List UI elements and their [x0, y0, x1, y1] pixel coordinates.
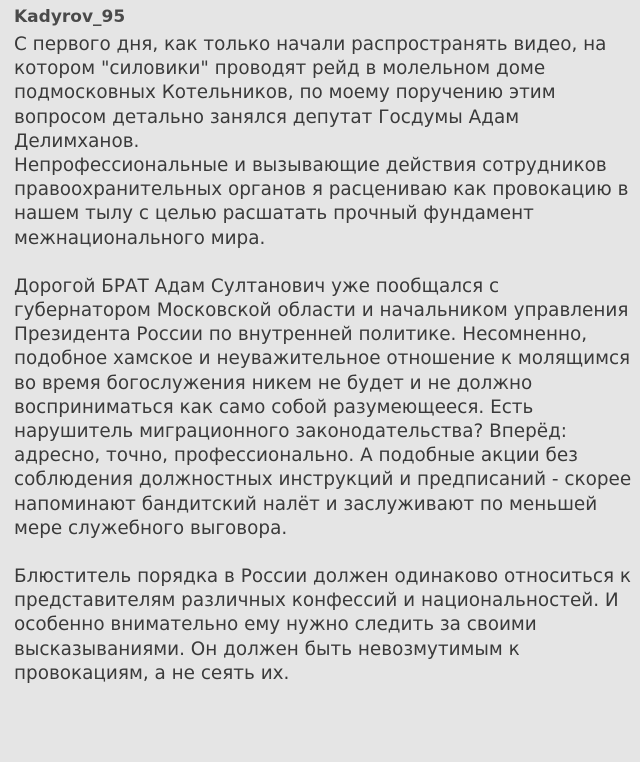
- paragraph-line: С первого дня, как только начали распространять видео, на: [14, 34, 607, 55]
- paragraph-line: Президента России по внутренней политике. Несомненно,: [14, 324, 588, 346]
- paragraph-line: губернатором Московской области и начальником управления: [14, 300, 629, 322]
- paragraph-line: нарушитель миграционного законодательства? Вперёд:: [14, 421, 567, 443]
- post-body: [14, 33, 632, 686]
- paragraph-line: подмосковных Котельников, по моему поручению этим: [14, 82, 556, 104]
- paragraph-line: мере служебного выговора.: [14, 517, 288, 539]
- paragraph-line: во время богослужения никем не будет и не должно: [14, 372, 533, 394]
- paragraph-line: нашем тылу с целью расшатать прочный фундамент: [14, 203, 534, 225]
- paragraph-line: провокациям, а не сеять их.: [14, 662, 290, 684]
- paragraph-line: межнационального мира.: [14, 227, 266, 249]
- paragraph-line: Непрофессиональные и вызывающие действия сотрудников: [14, 155, 607, 177]
- paragraph-line: правоохранительных органов я расцениваю как провокацию в: [14, 179, 629, 201]
- paragraph-line: особенно внимательно ему нужно следить за своими: [14, 614, 537, 636]
- paragraph-line: восприниматься как само собой разумеющееся. Есть: [14, 396, 534, 418]
- paragraph-line: Делимханов.: [14, 130, 140, 152]
- post-paragraph: [14, 565, 632, 686]
- paragraph-line: Блюститель порядка в России должен одинаково относиться к: [14, 566, 632, 588]
- post-paragraph: [14, 33, 629, 251]
- paragraph-line: представителям различных конфессий и национальностей. И: [14, 590, 619, 612]
- paragraph-line: адресно, точно, профессионально. А подобные акции без: [14, 445, 578, 467]
- post-author[interactable]: Kadyrov_95: [14, 7, 126, 27]
- paragraph-line: вопросом детально занялся депутат Госдумы Адам: [14, 106, 520, 128]
- paragraph-line: напоминают бандитский налёт и заслуживают по меньшей: [14, 493, 598, 515]
- paragraph-line: соблюдения должностных инструкций и предписаний - скорее: [14, 469, 632, 491]
- paragraph-line: высказываниями. Он должен быть невозмутимым к: [14, 638, 520, 660]
- post-paragraph: [14, 275, 632, 541]
- paragraph-line: Дорогой БРАТ Адам Султанович уже пообщался с: [14, 275, 500, 297]
- paragraph-line: подобное хамское и неуважительное отношение к молящимся: [14, 348, 631, 370]
- paragraph-line: котором "силовики" проводят рейд в молельном доме: [14, 58, 546, 80]
